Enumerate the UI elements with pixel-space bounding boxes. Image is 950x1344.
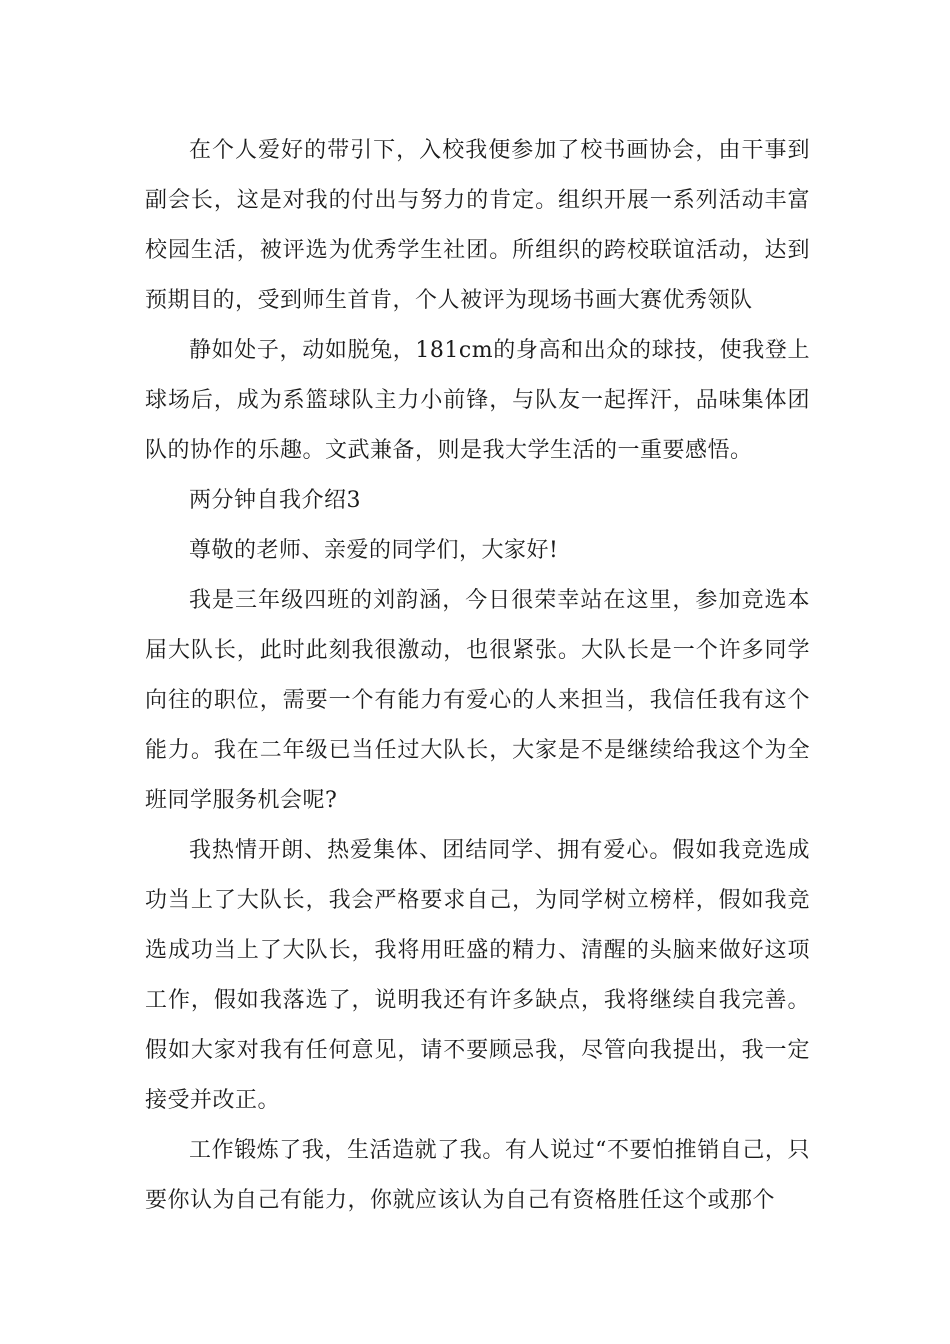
- document-body: [145, 126, 810, 1226]
- paragraph-basketball: 静如处子，动如脱兔，181cm的身高和出众的球技，使我登上球场后，成为系篮球队主力小前锋，与队友一起挥汗，品味集体团队的协作的乐趣。文武兼备，则是我大学生活的一重要感悟。: [145, 338, 810, 463]
- paragraph-greeting: 尊敬的老师、亲爱的同学们，大家好!: [189, 538, 559, 563]
- section-heading: 两分钟自我介绍3: [189, 488, 361, 513]
- paragraph-calligraphy-association: 在个人爱好的带引下，入校我便参加了校书画协会，由干事到副会长，这是对我的付出与努力的肯定。组织开展一系列活动丰富校园生活，被评选为优秀学生社团。所组织的跨校联谊活动，达到预期目的，受到师生首肯，个人被评为现场书画大赛优秀领队: [145, 138, 810, 313]
- paragraph-campaign-promise: 我热情开朗、热爱集体、团结同学、拥有爱心。假如我竞选成功当上了大队长，我会严格要求自己，为同学树立榜样，假如我竞选成功当上了大队长，我将用旺盛的精力、清醒的头脑来做好这项工作，假如我落选了，说明我还有许多缺点，我将继续自我完善。假如大家对我有任何意见，请不要顾忌我，尽管向我提出，我一定接受并改正。: [145, 838, 810, 1113]
- paragraph-introduction: 我是三年级四班的刘韵涵，今日很荣幸站在这里，参加竞选本届大队长，此时此刻我很激动，也很紧张。大队长是一个许多同学向往的职位，需要一个有能力有爱心的人来担当，我信任我有这个能力。我在二年级已当任过大队长，大家是不是继续给我这个为全班同学服务机会呢?: [145, 588, 810, 813]
- paragraph-closing: 工作锻炼了我，生活造就了我。有人说过“不要怕推销自己，只要你认为自己有能力，你就应该认为自己有资格胜任这个或那个: [145, 1138, 810, 1213]
